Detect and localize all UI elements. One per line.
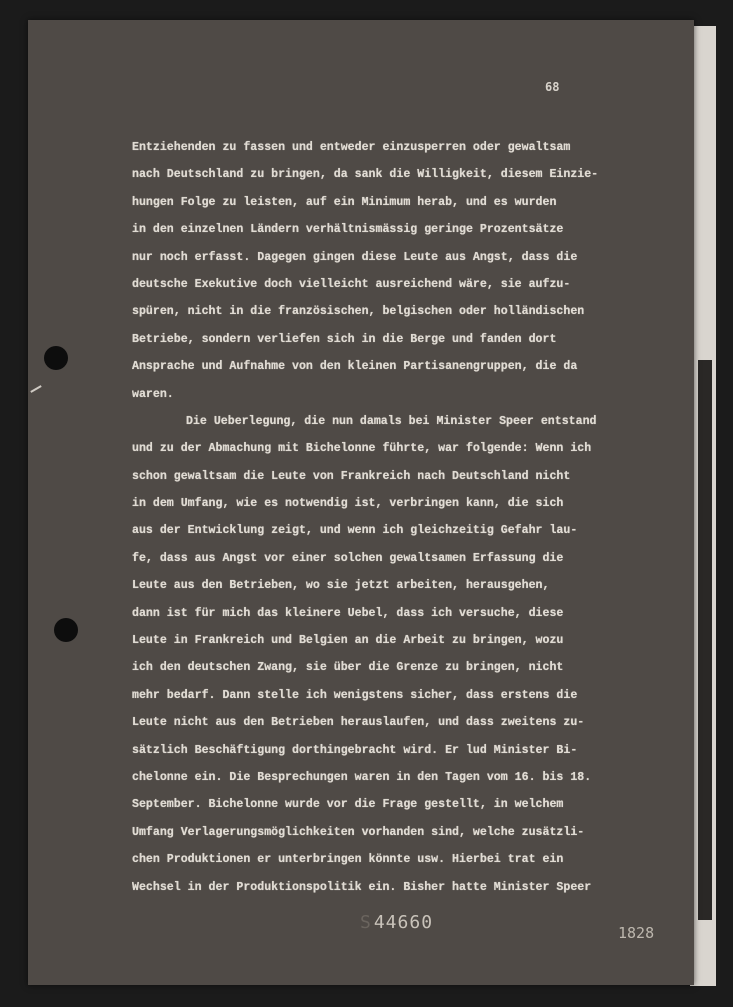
document-stamp xyxy=(360,912,433,933)
text-line: fe, dass aus Angst vor einer solchen gewaltsamen Erfassung die xyxy=(132,551,564,565)
text-line: in den einzelnen Ländern verhältnismässig geringe Prozentsätze xyxy=(132,223,564,237)
text-line: mehr bedarf. Dann stelle ich wenigstens sicher, dass erstens die xyxy=(132,688,578,702)
text-line: aus der Entwicklung zeigt, und wenn ich gleichzeitig Gefahr lau- xyxy=(132,524,578,538)
text-line: Ansprache und Aufnahme von den kleinen Partisanengruppen, die da xyxy=(132,360,578,374)
punch-hole-upper xyxy=(44,346,68,370)
text-line: Betriebe, sondern verliefen sich in die Berge und fanden dort xyxy=(132,332,557,346)
text-line: Wechsel in der Produktionspolitik ein. Bisher hatte Minister Speer xyxy=(132,880,592,894)
text-line: sätzlich Beschäftigung dorthingebracht wird. Er lud Minister Bi- xyxy=(132,743,578,757)
punch-hole-lower xyxy=(54,618,78,642)
typed-body-text xyxy=(132,134,677,901)
text-line: nur noch erfasst. Dagegen gingen diese Leute aus Angst, dass die xyxy=(132,250,578,264)
text-line: Leute aus den Betrieben, wo sie jetzt arbeiten, herausgehen, xyxy=(132,579,550,593)
text-line: chen Produktionen er unterbringen könnte usw. Hierbei trat ein xyxy=(132,853,564,867)
text-line: Leute in Frankreich und Belgien an die Arbeit zu bringen, wozu xyxy=(132,634,564,648)
text-line: hungen Folge zu leisten, auf ein Minimum herab, und es wurden xyxy=(132,195,557,209)
text-line: waren. xyxy=(132,387,174,401)
text-line: und zu der Abmachung mit Bichelonne führte, war folgende: Wenn ich xyxy=(132,442,592,456)
text-line: Entziehenden zu fassen und entweder einzusperren oder gewaltsam xyxy=(132,141,571,154)
text-line: in dem Umfang, wie es notwendig ist, verbringen kann, die sich xyxy=(132,497,564,511)
text-line: September. Bichelonne wurde vor die Frage gestellt, in welchem xyxy=(132,798,564,812)
text-line: chelonne ein. Die Besprechungen waren in den Tagen vom 16. bis 18. xyxy=(132,770,592,784)
stamp-prefix: S xyxy=(360,912,372,933)
paper-edge-shadow xyxy=(698,360,712,920)
stamp-number: 44660 xyxy=(373,912,434,933)
text-line: schon gewaltsam die Leute von Frankreich nach Deutschland nicht xyxy=(132,469,571,483)
text-line: Umfang Verlagerungsmöglichkeiten vorhanden sind, welche zusätzli- xyxy=(132,825,585,839)
text-line: Leute nicht aus den Betrieben herauslaufen, und dass zweitens zu- xyxy=(132,716,585,730)
text-line-paragraph-start: Die Ueberlegung, die nun damals bei Minister Speer entstand xyxy=(186,414,597,428)
text-line: nach Deutschland zu bringen, da sank die Willigkeit, diesem Einzie- xyxy=(132,168,599,182)
text-line: spüren, nicht in die französischen, belgischen oder holländischen xyxy=(132,305,585,319)
page-number: 68 xyxy=(545,80,560,94)
archive-number: 1828 xyxy=(618,924,655,942)
text-line: dann ist für mich das kleinere Uebel, dass ich versuche, diese xyxy=(132,606,564,620)
text-line: deutsche Exekutive doch vielleicht ausreichend wäre, sie aufzu- xyxy=(132,277,571,291)
text-line: ich den deutschen Zwang, sie über die Grenze zu bringen, nicht xyxy=(132,661,564,675)
